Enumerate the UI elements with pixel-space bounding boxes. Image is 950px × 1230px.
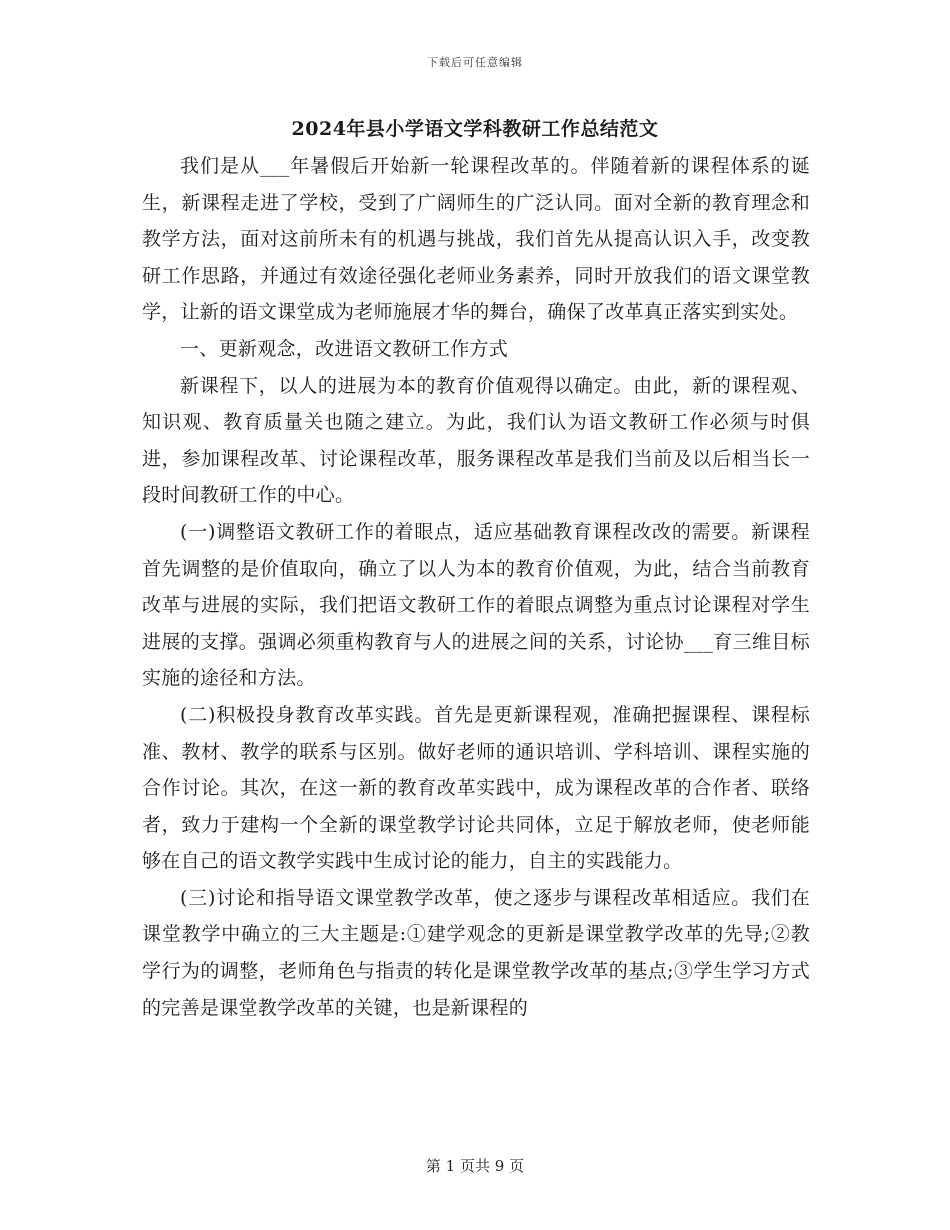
paragraph-1: 新课程下，以人的进展为本的教育价值观得以确定。由此，新的课程观、知识观、教育质量关也随之建立。为此，我们认为语文教研工作必须与时俱进，参加课程改革、讨论课程改革，服务课程改革是我们当前及以后相当长一段时间教研工作的中心。: [142, 374, 810, 507]
page-footer-number: 第 1 页共 9 页: [425, 1157, 525, 1175]
paragraph-intro: 我们是从___年暑假后开始新一轮课程改革的。伴随着新的课程体系的诞生，新课程走进了学校，受到了广阔师生的广泛认同。面对全新的教育理念和教学方法，面对这前所未有的机遇与挑战，我们首先从提高认识入手，改变教研工作思路，并通过有效途径强化老师业务素养，同时开放我们的语文课堂教学，让新的语文课堂成为老师施展才华的舞台，确保了改革真正落实到实处。: [142, 155, 810, 324]
paragraph-3: (二)积极投身教育改革实践。首先是更新课程观，准确把握课程、课程标准、教材、教学的联系与区别。做好老师的通识培训、学科培训、课程实施的合作讨论。其次，在这一新的教育改革实践中，成为课程改革的合作者、联络者，致力于建构一个全新的课堂教学讨论共同体，立足于解放老师，使老师能够在自己的语文教学实践中生成讨论的能力，自主的实践能力。: [142, 703, 810, 873]
page-header-note: 下载后可任意编辑: [427, 56, 523, 69]
document-title: 2024年县小学语文学科教研工作总结范文: [291, 118, 659, 140]
section-heading-1: 一、更新观念，改进语文教研工作方式: [180, 337, 509, 360]
paragraph-2: (一)调整语文教研工作的着眼点，适应基础教育课程改改的需要。新课程首先调整的是价值取向，确立了以人为本的教育价值观，为此，结合当前教育改革与进展的实际，我们把语文教研工作的着眼点调整为重点讨论课程对学生进展的支撑。强调必须重构教育与人的进展之间的关系，讨论协___育三维目标实施的途径和方法。: [142, 520, 810, 690]
document-body: [142, 148, 810, 1026]
paragraph-4: (三)讨论和指导语文课堂教学改革，使之逐步与课程改革相适应。我们在课堂教学中确立的三大主题是:①建学观念的更新是课堂教学改革的先导;②教学行为的调整，老师角色与指责的转化是课堂教学改革的基点;③学生学习方式的完善是课堂教学改革的关键，也是新课程的: [142, 886, 810, 1019]
